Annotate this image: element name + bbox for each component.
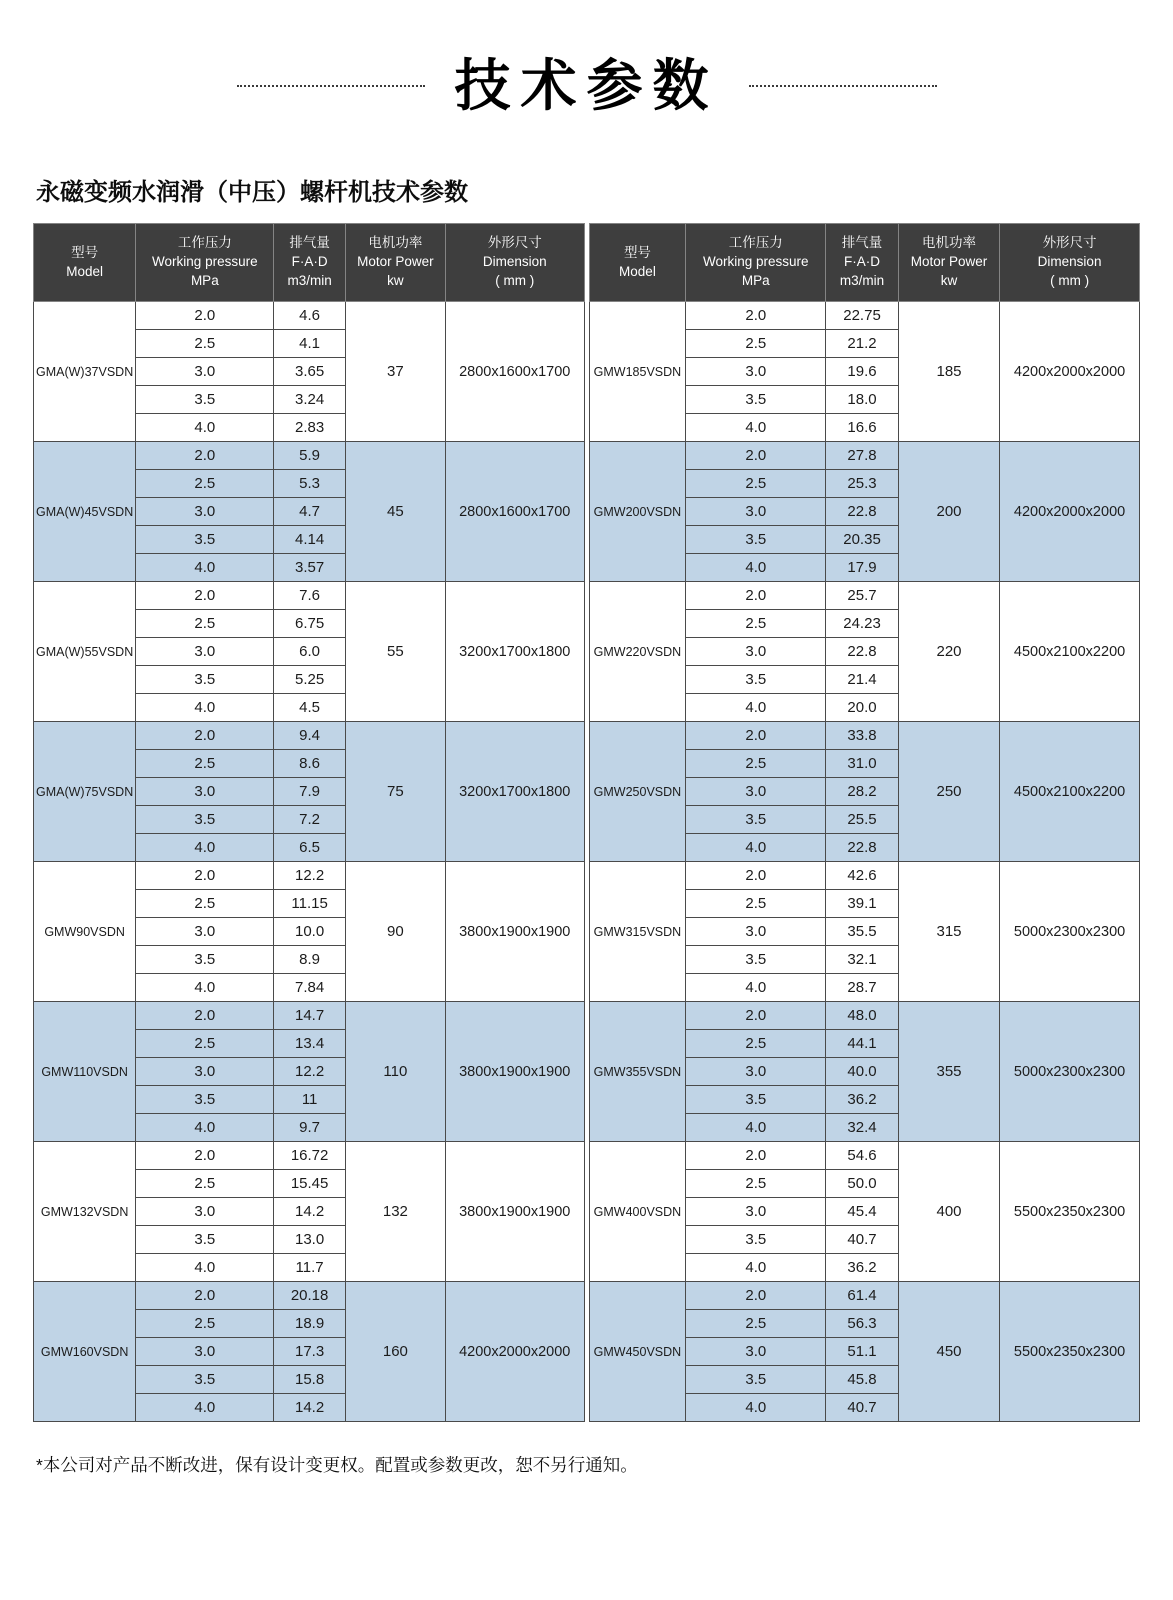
dimension-cell: 2800x1600x1700 bbox=[445, 302, 584, 442]
spec-row bbox=[589, 1282, 1140, 1310]
fad-cell: 24.23 bbox=[826, 610, 899, 638]
pressure-cell: 2.5 bbox=[136, 330, 274, 358]
power-cell: 185 bbox=[898, 302, 999, 442]
dimension-cell: 5500x2350x2300 bbox=[1000, 1282, 1140, 1422]
fad-cell: 25.7 bbox=[826, 582, 899, 610]
fad-cell: 14.7 bbox=[274, 1002, 345, 1030]
title-dash-right bbox=[749, 85, 937, 87]
dimension-cell: 4200x2000x2000 bbox=[1000, 302, 1140, 442]
spec-row bbox=[34, 1002, 585, 1030]
model-cell: GMW110VSDN bbox=[34, 1002, 136, 1142]
fad-cell: 40.7 bbox=[826, 1226, 899, 1254]
fad-cell: 12.2 bbox=[274, 862, 345, 890]
fad-cell: 50.0 bbox=[826, 1170, 899, 1198]
fad-cell: 12.2 bbox=[274, 1058, 345, 1086]
fad-cell: 48.0 bbox=[826, 1002, 899, 1030]
title-row bbox=[0, 34, 1173, 138]
header-model: 型号 Model bbox=[34, 224, 136, 302]
fad-cell: 5.25 bbox=[274, 666, 345, 694]
spec-row bbox=[34, 582, 585, 610]
spec-tables bbox=[33, 223, 1140, 1422]
power-cell: 132 bbox=[345, 1142, 445, 1282]
fad-cell: 7.2 bbox=[274, 806, 345, 834]
pressure-cell: 3.5 bbox=[686, 946, 826, 974]
fad-cell: 7.84 bbox=[274, 974, 345, 1002]
spec-row bbox=[589, 1142, 1140, 1170]
pressure-cell: 3.5 bbox=[136, 1226, 274, 1254]
pressure-cell: 2.0 bbox=[686, 1142, 826, 1170]
spec-row bbox=[34, 442, 585, 470]
fad-cell: 5.3 bbox=[274, 470, 345, 498]
fad-cell: 32.4 bbox=[826, 1114, 899, 1142]
fad-cell: 9.4 bbox=[274, 722, 345, 750]
spec-row bbox=[589, 302, 1140, 330]
pressure-cell: 3.5 bbox=[686, 526, 826, 554]
power-cell: 250 bbox=[898, 722, 999, 862]
pressure-cell: 2.0 bbox=[686, 582, 826, 610]
fad-cell: 42.6 bbox=[826, 862, 899, 890]
model-cell: GMW355VSDN bbox=[589, 1002, 686, 1142]
dimension-cell: 4200x2000x2000 bbox=[1000, 442, 1140, 582]
pressure-cell: 3.0 bbox=[686, 778, 826, 806]
pressure-cell: 2.5 bbox=[136, 890, 274, 918]
pressure-cell: 2.0 bbox=[686, 862, 826, 890]
dimension-cell: 3200x1700x1800 bbox=[445, 722, 584, 862]
pressure-cell: 4.0 bbox=[686, 694, 826, 722]
pressure-cell: 2.5 bbox=[686, 330, 826, 358]
pressure-cell: 2.5 bbox=[686, 610, 826, 638]
fad-cell: 32.1 bbox=[826, 946, 899, 974]
fad-cell: 4.5 bbox=[274, 694, 345, 722]
pressure-cell: 3.5 bbox=[686, 1366, 826, 1394]
fad-cell: 4.1 bbox=[274, 330, 345, 358]
model-cell: GMW250VSDN bbox=[589, 722, 686, 862]
spec-row bbox=[589, 582, 1140, 610]
header-power: 电机功率 Motor Power kw bbox=[898, 224, 999, 302]
model-cell: GMA(W)45VSDN bbox=[34, 442, 136, 582]
pressure-cell: 4.0 bbox=[686, 1114, 826, 1142]
fad-cell: 4.7 bbox=[274, 498, 345, 526]
pressure-cell: 2.5 bbox=[686, 1030, 826, 1058]
power-cell: 450 bbox=[898, 1282, 999, 1422]
fad-cell: 3.57 bbox=[274, 554, 345, 582]
pressure-cell: 2.5 bbox=[686, 1310, 826, 1338]
fad-cell: 11 bbox=[274, 1086, 345, 1114]
fad-cell: 61.4 bbox=[826, 1282, 899, 1310]
fad-cell: 20.0 bbox=[826, 694, 899, 722]
model-cell: GMW200VSDN bbox=[589, 442, 686, 582]
pressure-cell: 2.5 bbox=[686, 1170, 826, 1198]
pressure-cell: 3.5 bbox=[686, 386, 826, 414]
pressure-cell: 4.0 bbox=[136, 1254, 274, 1282]
pressure-cell: 3.0 bbox=[686, 1058, 826, 1086]
pressure-cell: 4.0 bbox=[686, 1394, 826, 1422]
dimension-cell: 3800x1900x1900 bbox=[445, 862, 584, 1002]
dimension-cell: 4500x2100x2200 bbox=[1000, 722, 1140, 862]
pressure-cell: 4.0 bbox=[136, 414, 274, 442]
pressure-cell: 3.5 bbox=[136, 946, 274, 974]
header-model: 型号 Model bbox=[589, 224, 686, 302]
fad-cell: 25.3 bbox=[826, 470, 899, 498]
power-cell: 90 bbox=[345, 862, 445, 1002]
fad-cell: 51.1 bbox=[826, 1338, 899, 1366]
pressure-cell: 2.5 bbox=[136, 1170, 274, 1198]
pressure-cell: 3.5 bbox=[686, 806, 826, 834]
pressure-cell: 2.0 bbox=[686, 302, 826, 330]
fad-cell: 4.14 bbox=[274, 526, 345, 554]
pressure-cell: 2.5 bbox=[136, 750, 274, 778]
fad-cell: 9.7 bbox=[274, 1114, 345, 1142]
power-cell: 37 bbox=[345, 302, 445, 442]
power-cell: 45 bbox=[345, 442, 445, 582]
dimension-cell: 3800x1900x1900 bbox=[445, 1002, 584, 1142]
fad-cell: 16.6 bbox=[826, 414, 899, 442]
fad-cell: 18.9 bbox=[274, 1310, 345, 1338]
fad-cell: 22.75 bbox=[826, 302, 899, 330]
pressure-cell: 4.0 bbox=[686, 974, 826, 1002]
pressure-cell: 2.0 bbox=[136, 722, 274, 750]
model-cell: GMW90VSDN bbox=[34, 862, 136, 1002]
fad-cell: 54.6 bbox=[826, 1142, 899, 1170]
pressure-cell: 2.5 bbox=[686, 890, 826, 918]
fad-cell: 6.0 bbox=[274, 638, 345, 666]
fad-cell: 11.7 bbox=[274, 1254, 345, 1282]
spec-row bbox=[34, 722, 585, 750]
pressure-cell: 3.0 bbox=[686, 638, 826, 666]
pressure-cell: 4.0 bbox=[136, 1394, 274, 1422]
pressure-cell: 4.0 bbox=[686, 834, 826, 862]
fad-cell: 16.72 bbox=[274, 1142, 345, 1170]
pressure-cell: 3.5 bbox=[136, 386, 274, 414]
power-cell: 400 bbox=[898, 1142, 999, 1282]
pressure-cell: 2.0 bbox=[686, 1002, 826, 1030]
power-cell: 160 bbox=[345, 1282, 445, 1422]
pressure-cell: 3.5 bbox=[136, 1086, 274, 1114]
pressure-cell: 2.0 bbox=[136, 1282, 274, 1310]
fad-cell: 45.4 bbox=[826, 1198, 899, 1226]
dimension-cell: 3200x1700x1800 bbox=[445, 582, 584, 722]
fad-cell: 3.65 bbox=[274, 358, 345, 386]
fad-cell: 3.24 bbox=[274, 386, 345, 414]
pressure-cell: 3.0 bbox=[686, 1198, 826, 1226]
fad-cell: 7.6 bbox=[274, 582, 345, 610]
power-cell: 355 bbox=[898, 1002, 999, 1142]
fad-cell: 13.4 bbox=[274, 1030, 345, 1058]
fad-cell: 33.8 bbox=[826, 722, 899, 750]
section-subtitle: 永磁变频水润滑（中压）螺杆机技术参数 bbox=[36, 179, 468, 206]
fad-cell: 36.2 bbox=[826, 1086, 899, 1114]
spec-row bbox=[34, 1282, 585, 1310]
pressure-cell: 4.0 bbox=[136, 554, 274, 582]
fad-cell: 15.8 bbox=[274, 1366, 345, 1394]
model-cell: GMA(W)75VSDN bbox=[34, 722, 136, 862]
disclaimer-footnote: *本公司对产品不断改进，保有设计变更权。配置或参数更改，恕不另行通知。 bbox=[36, 1455, 638, 1475]
pressure-cell: 3.0 bbox=[686, 358, 826, 386]
fad-cell: 27.8 bbox=[826, 442, 899, 470]
pressure-cell: 4.0 bbox=[136, 694, 274, 722]
dimension-cell: 5000x2300x2300 bbox=[1000, 862, 1140, 1002]
pressure-cell: 2.5 bbox=[136, 470, 274, 498]
power-cell: 200 bbox=[898, 442, 999, 582]
pressure-cell: 3.0 bbox=[136, 778, 274, 806]
header-power: 电机功率 Motor Power kw bbox=[345, 224, 445, 302]
header-dimension: 外形尺寸 Dimension ( mm ) bbox=[445, 224, 584, 302]
dimension-cell: 3800x1900x1900 bbox=[445, 1142, 584, 1282]
fad-cell: 28.2 bbox=[826, 778, 899, 806]
pressure-cell: 2.0 bbox=[686, 442, 826, 470]
fad-cell: 21.2 bbox=[826, 330, 899, 358]
model-cell: GMW160VSDN bbox=[34, 1282, 136, 1422]
pressure-cell: 2.5 bbox=[136, 1030, 274, 1058]
spec-table-left bbox=[33, 223, 585, 1422]
fad-cell: 8.6 bbox=[274, 750, 345, 778]
fad-cell: 22.8 bbox=[826, 834, 899, 862]
pressure-cell: 4.0 bbox=[686, 554, 826, 582]
pressure-cell: 2.0 bbox=[136, 1142, 274, 1170]
fad-cell: 25.5 bbox=[826, 806, 899, 834]
fad-cell: 5.9 bbox=[274, 442, 345, 470]
pressure-cell: 2.0 bbox=[686, 1282, 826, 1310]
fad-cell: 8.9 bbox=[274, 946, 345, 974]
fad-cell: 19.6 bbox=[826, 358, 899, 386]
fad-cell: 13.0 bbox=[274, 1226, 345, 1254]
page-title: 技术参数 bbox=[454, 54, 719, 117]
fad-cell: 45.8 bbox=[826, 1366, 899, 1394]
fad-cell: 6.5 bbox=[274, 834, 345, 862]
fad-cell: 20.35 bbox=[826, 526, 899, 554]
pressure-cell: 3.5 bbox=[136, 806, 274, 834]
pressure-cell: 2.0 bbox=[136, 1002, 274, 1030]
fad-cell: 10.0 bbox=[274, 918, 345, 946]
power-cell: 110 bbox=[345, 1002, 445, 1142]
fad-cell: 7.9 bbox=[274, 778, 345, 806]
dimension-cell: 2800x1600x1700 bbox=[445, 442, 584, 582]
spec-table-right bbox=[589, 223, 1141, 1422]
pressure-cell: 4.0 bbox=[686, 1254, 826, 1282]
pressure-cell: 3.0 bbox=[136, 498, 274, 526]
pressure-cell: 4.0 bbox=[136, 1114, 274, 1142]
power-cell: 315 bbox=[898, 862, 999, 1002]
model-cell: GMW185VSDN bbox=[589, 302, 686, 442]
power-cell: 55 bbox=[345, 582, 445, 722]
model-cell: GMW450VSDN bbox=[589, 1282, 686, 1422]
header-pressure: 工作压力 Working pressure MPa bbox=[686, 224, 826, 302]
fad-cell: 2.83 bbox=[274, 414, 345, 442]
fad-cell: 22.8 bbox=[826, 638, 899, 666]
pressure-cell: 3.0 bbox=[136, 918, 274, 946]
fad-cell: 17.9 bbox=[826, 554, 899, 582]
model-cell: GMA(W)55VSDN bbox=[34, 582, 136, 722]
model-cell: GMW400VSDN bbox=[589, 1142, 686, 1282]
pressure-cell: 2.5 bbox=[686, 750, 826, 778]
dimension-cell: 5000x2300x2300 bbox=[1000, 1002, 1140, 1142]
spec-row bbox=[589, 442, 1140, 470]
pressure-cell: 3.5 bbox=[136, 666, 274, 694]
fad-cell: 22.8 bbox=[826, 498, 899, 526]
pressure-cell: 3.5 bbox=[686, 666, 826, 694]
fad-cell: 6.75 bbox=[274, 610, 345, 638]
spec-row bbox=[589, 722, 1140, 750]
fad-cell: 31.0 bbox=[826, 750, 899, 778]
header-dimension: 外形尺寸 Dimension ( mm ) bbox=[1000, 224, 1140, 302]
spec-row bbox=[34, 862, 585, 890]
pressure-cell: 3.0 bbox=[686, 498, 826, 526]
fad-cell: 15.45 bbox=[274, 1170, 345, 1198]
pressure-cell: 2.0 bbox=[136, 582, 274, 610]
fad-cell: 14.2 bbox=[274, 1198, 345, 1226]
header-pressure: 工作压力 Working pressure MPa bbox=[136, 224, 274, 302]
pressure-cell: 3.0 bbox=[136, 638, 274, 666]
fad-cell: 39.1 bbox=[826, 890, 899, 918]
dimension-cell: 4200x2000x2000 bbox=[445, 1282, 584, 1422]
fad-cell: 11.15 bbox=[274, 890, 345, 918]
fad-cell: 40.7 bbox=[826, 1394, 899, 1422]
fad-cell: 18.0 bbox=[826, 386, 899, 414]
pressure-cell: 3.5 bbox=[136, 526, 274, 554]
power-cell: 75 bbox=[345, 722, 445, 862]
pressure-cell: 3.5 bbox=[686, 1086, 826, 1114]
dimension-cell: 4500x2100x2200 bbox=[1000, 582, 1140, 722]
model-cell: GMW132VSDN bbox=[34, 1142, 136, 1282]
fad-cell: 35.5 bbox=[826, 918, 899, 946]
power-cell: 220 bbox=[898, 582, 999, 722]
header-fad: 排气量 F·A·D m3/min bbox=[826, 224, 899, 302]
fad-cell: 36.2 bbox=[826, 1254, 899, 1282]
header-fad: 排气量 F·A·D m3/min bbox=[274, 224, 345, 302]
pressure-cell: 3.5 bbox=[686, 1226, 826, 1254]
model-cell: GMA(W)37VSDN bbox=[34, 302, 136, 442]
pressure-cell: 4.0 bbox=[686, 414, 826, 442]
fad-cell: 20.18 bbox=[274, 1282, 345, 1310]
spec-row bbox=[34, 302, 585, 330]
dimension-cell: 5500x2350x2300 bbox=[1000, 1142, 1140, 1282]
pressure-cell: 2.5 bbox=[136, 1310, 274, 1338]
pressure-cell: 2.5 bbox=[136, 610, 274, 638]
model-cell: GMW220VSDN bbox=[589, 582, 686, 722]
fad-cell: 17.3 bbox=[274, 1338, 345, 1366]
fad-cell: 56.3 bbox=[826, 1310, 899, 1338]
spec-row bbox=[589, 862, 1140, 890]
model-cell: GMW315VSDN bbox=[589, 862, 686, 1002]
pressure-cell: 2.0 bbox=[136, 442, 274, 470]
fad-cell: 44.1 bbox=[826, 1030, 899, 1058]
pressure-cell: 3.5 bbox=[136, 1366, 274, 1394]
fad-cell: 14.2 bbox=[274, 1394, 345, 1422]
spec-row bbox=[34, 1142, 585, 1170]
fad-cell: 40.0 bbox=[826, 1058, 899, 1086]
fad-cell: 21.4 bbox=[826, 666, 899, 694]
pressure-cell: 3.0 bbox=[136, 1338, 274, 1366]
pressure-cell: 3.0 bbox=[136, 1198, 274, 1226]
pressure-cell: 2.0 bbox=[136, 862, 274, 890]
pressure-cell: 3.0 bbox=[686, 1338, 826, 1366]
pressure-cell: 3.0 bbox=[686, 918, 826, 946]
pressure-cell: 2.5 bbox=[686, 470, 826, 498]
pressure-cell: 4.0 bbox=[136, 974, 274, 1002]
spec-row bbox=[589, 1002, 1140, 1030]
pressure-cell: 3.0 bbox=[136, 1058, 274, 1086]
pressure-cell: 2.0 bbox=[136, 302, 274, 330]
pressure-cell: 4.0 bbox=[136, 834, 274, 862]
fad-cell: 28.7 bbox=[826, 974, 899, 1002]
title-dash-left bbox=[237, 85, 425, 87]
pressure-cell: 2.0 bbox=[686, 722, 826, 750]
pressure-cell: 3.0 bbox=[136, 358, 274, 386]
fad-cell: 4.6 bbox=[274, 302, 345, 330]
